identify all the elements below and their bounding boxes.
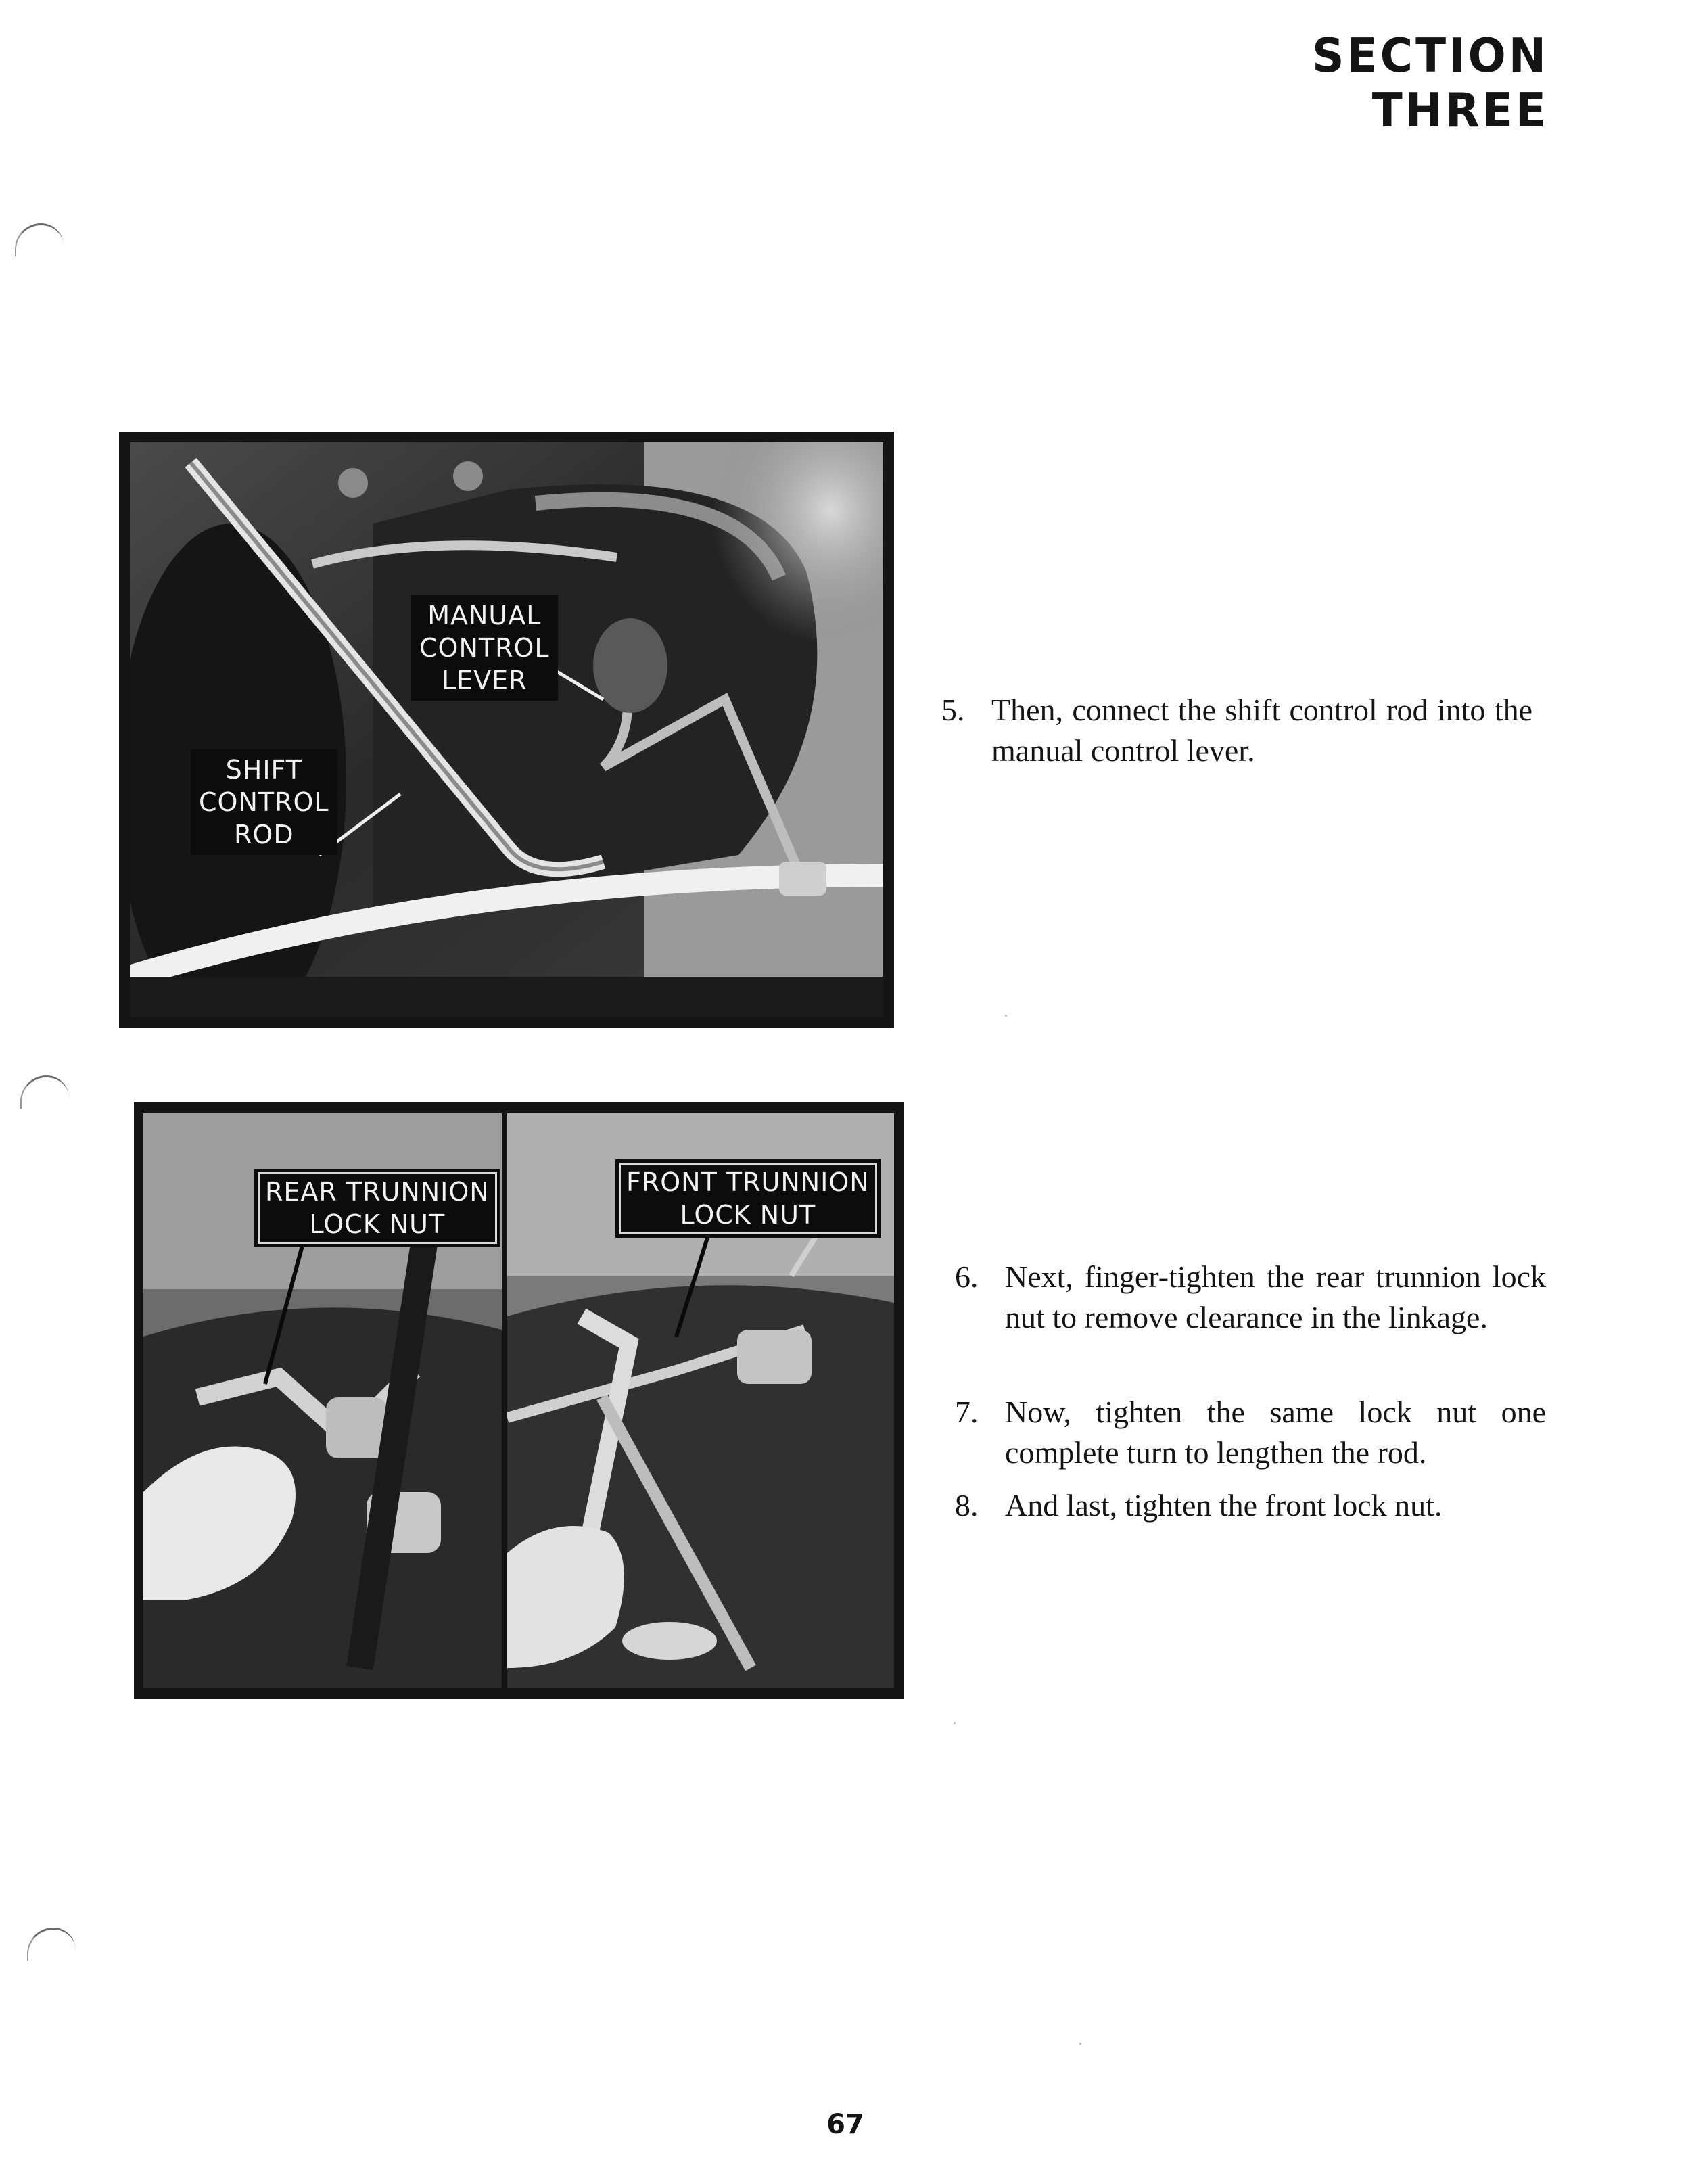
- photo-front-trunnion: [507, 1113, 894, 1688]
- step-text: Next, finger-tighten the rear trunnion lock nut to remove clearance in the linkage.: [1005, 1259, 1546, 1334]
- step-number: 8.: [955, 1488, 979, 1523]
- callout-front-trunnion-lock-nut: [615, 1159, 881, 1238]
- step-number: 7.: [955, 1395, 979, 1429]
- binder-hole-mark: [27, 1928, 76, 1961]
- callout-line: ROD: [234, 820, 294, 850]
- figure-shift-control-rod: [119, 432, 894, 1028]
- step-text: Now, tighten the same lock nut one complete turn to lengthen the rod.: [1005, 1395, 1546, 1470]
- step-7: [955, 1392, 1546, 1473]
- binder-hole-mark: [20, 1075, 69, 1109]
- scan-speck: [1005, 1015, 1007, 1017]
- binder-hole-mark: [15, 223, 64, 256]
- step-5: [941, 690, 1532, 771]
- section-title: SECTION THREE: [1312, 28, 1549, 138]
- callout-line: LEVER: [441, 666, 528, 695]
- callout-shift-control-rod: [191, 749, 337, 855]
- callout-rear-trunnion-lock-nut: [254, 1169, 500, 1247]
- step-text: And last, tighten the front lock nut.: [1005, 1488, 1443, 1523]
- page-number: 67: [826, 2109, 864, 2140]
- callout-line: SHIFT: [225, 755, 302, 785]
- step-number: 5.: [941, 693, 965, 727]
- scan-speck: [954, 1722, 956, 1724]
- callout-line: MANUAL: [427, 601, 542, 630]
- callout-line: FRONT TRUNNION: [626, 1167, 870, 1197]
- callout-line: REAR TRUNNION: [265, 1177, 490, 1207]
- callout-manual-control-lever: [411, 595, 558, 701]
- step-6: [955, 1257, 1546, 1338]
- figure-trunnion-lock-nuts: [134, 1102, 904, 1699]
- step-text: Then, connect the shift control rod into the manual control lever.: [991, 693, 1532, 768]
- scan-speck: [1079, 2043, 1081, 2045]
- callout-line: CONTROL: [419, 633, 550, 663]
- photo-transmission-linkage: [130, 442, 883, 1017]
- callout-line: LOCK NUT: [680, 1200, 816, 1230]
- step-8: [955, 1485, 1546, 1526]
- step-number: 6.: [955, 1259, 979, 1294]
- callout-line: CONTROL: [199, 787, 329, 817]
- callout-line: LOCK NUT: [309, 1209, 446, 1239]
- photo-rear-trunnion: [143, 1113, 502, 1688]
